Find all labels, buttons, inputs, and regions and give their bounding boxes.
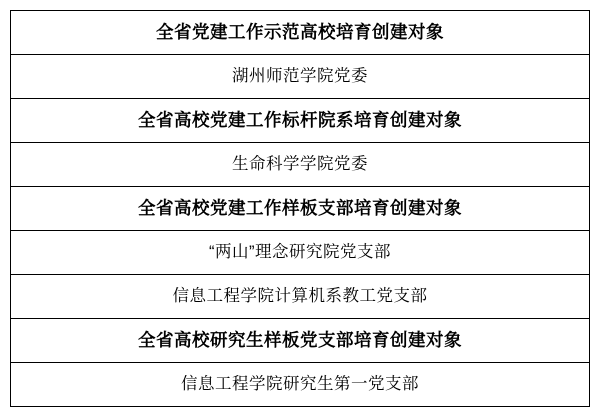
party-building-projects-table <box>10 10 590 407</box>
table-row <box>11 143 590 187</box>
item-cell: “两山”理念研究院党支部 <box>11 231 590 275</box>
item-cell: 生命科学学院党委 <box>11 143 590 187</box>
category-header-cell: 全省高校党建工作标杆院系培育创建对象 <box>11 99 590 143</box>
table-row <box>11 187 590 231</box>
item-cell: 信息工程学院计算机系教工党支部 <box>11 275 590 319</box>
category-header-cell: 全省党建工作示范高校培育创建对象 <box>11 11 590 55</box>
table-row <box>11 319 590 363</box>
table-row <box>11 99 590 143</box>
table-row <box>11 231 590 275</box>
item-cell: 湖州师范学院党委 <box>11 55 590 99</box>
table-row <box>11 363 590 407</box>
category-header-cell: 全省高校党建工作样板支部培育创建对象 <box>11 187 590 231</box>
item-cell: 信息工程学院研究生第一党支部 <box>11 363 590 407</box>
table-body <box>11 11 590 407</box>
table-row <box>11 11 590 55</box>
category-header-cell: 全省高校研究生样板党支部培育创建对象 <box>11 319 590 363</box>
table-row <box>11 275 590 319</box>
table-row <box>11 55 590 99</box>
